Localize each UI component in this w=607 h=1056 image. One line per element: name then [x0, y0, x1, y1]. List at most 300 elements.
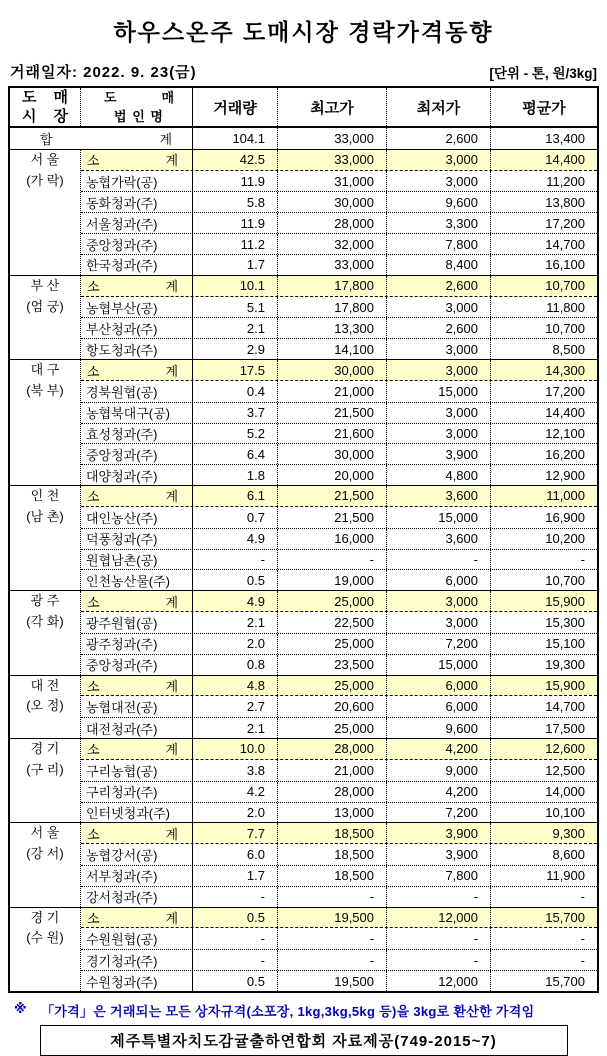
high-price-cell: 28,000	[278, 782, 387, 802]
subtotal-label-right: 계	[165, 153, 178, 169]
volume-cell: 0.5	[193, 908, 278, 928]
corp-row	[81, 464, 597, 485]
volume-cell: 10.0	[193, 739, 278, 759]
subtotal-label-right: 계	[165, 489, 178, 505]
volume-cell: 42.5	[193, 150, 278, 170]
volume-cell: 11.2	[193, 234, 278, 254]
group-rows	[81, 739, 597, 822]
corp-name-cell: 효성청과(주)	[81, 424, 193, 444]
subtotal-label-left: 소	[87, 911, 100, 927]
market-cell	[10, 908, 81, 991]
high-price-cell: -	[278, 550, 387, 570]
subtotal-row	[81, 360, 597, 381]
avg-price-cell: 16,200	[545, 446, 585, 462]
avg-price-cell: -	[580, 931, 585, 947]
market-cell	[10, 739, 81, 822]
corp-row	[81, 886, 597, 907]
corp-name-cell: 광주청과(주)	[81, 634, 193, 654]
market-cell	[10, 486, 81, 590]
low-price-cell: -	[387, 928, 491, 949]
footnote-text: 「가격」은 거래되는 모든 상자규격(소포장, 1kg,3kg,5kg 등)을 3kg로 환산한 가격임	[40, 1003, 535, 1019]
group-rows	[81, 486, 597, 590]
low-price-cell: 7,200	[387, 803, 491, 823]
provider-box: 제주특별자치도감귤출하연합회 자료제공(749-2015~7)	[40, 1025, 568, 1056]
volume-cell: 1.7	[193, 866, 278, 886]
avg-price-cell: 12,500	[545, 762, 585, 778]
corp-row	[81, 549, 597, 570]
volume-cell: 4.8	[193, 676, 278, 696]
volume-cell: 7.7	[193, 823, 278, 843]
subtotal-label-right: 계	[165, 363, 178, 379]
low-price-cell: 12,000	[387, 908, 491, 928]
market-name: 서 울	[30, 825, 60, 841]
high-price-cell: 25,000	[278, 634, 387, 654]
avg-price-cell: 14,700	[545, 699, 585, 715]
total-avg-cell: 13,400	[545, 130, 585, 146]
high-price-cell: 28,000	[278, 739, 387, 759]
high-price-cell: 22,500	[278, 612, 387, 633]
high-price-cell: 33,000	[278, 255, 387, 275]
header-high-price: 최고가	[278, 88, 387, 126]
low-price-cell: 9,600	[387, 192, 491, 212]
high-price-cell: 13,300	[278, 318, 387, 338]
high-price-cell: 19,500	[278, 908, 387, 928]
market-location: (엄 궁)	[26, 298, 64, 314]
volume-cell: 2.0	[193, 803, 278, 823]
corp-row	[81, 654, 597, 675]
corp-name-cell: 구리농협(공)	[81, 760, 193, 781]
market-group	[10, 675, 597, 738]
low-price-cell: 8,400	[387, 255, 491, 275]
corp-name-cell	[81, 591, 193, 611]
header-market-line1	[10, 88, 80, 107]
corp-name-cell: 농협북대구(공)	[81, 403, 193, 423]
market-group	[10, 359, 597, 485]
market-cell	[10, 276, 81, 359]
corp-name-cell: 인천농산물(주)	[81, 570, 193, 590]
low-price-cell: 7,200	[387, 634, 491, 654]
market-group	[10, 738, 597, 822]
corp-name-cell	[81, 360, 193, 380]
subtotal-label-left: 소	[87, 363, 100, 379]
high-price-cell: 25,000	[278, 591, 387, 611]
volume-cell: 5.8	[193, 192, 278, 212]
corp-row	[81, 171, 597, 192]
volume-cell: 2.7	[193, 696, 278, 717]
corp-name-cell	[81, 908, 193, 928]
volume-cell: 2.1	[193, 612, 278, 633]
volume-cell: 2.1	[193, 718, 278, 738]
avg-price-cell: 15,700	[545, 910, 585, 926]
subtotal-row	[81, 739, 597, 760]
high-price-cell: 25,000	[278, 718, 387, 738]
market-location: (각 화)	[26, 614, 64, 630]
group-rows	[81, 360, 597, 485]
market-name: 경 기	[30, 909, 60, 925]
high-price-cell: 18,500	[278, 823, 387, 843]
volume-cell: 2.1	[193, 318, 278, 338]
corp-row	[81, 865, 597, 886]
subtotal-label-left: 소	[87, 826, 100, 842]
group-rows	[81, 676, 597, 738]
corp-row	[81, 507, 597, 528]
subtotal-label-right: 계	[165, 594, 178, 610]
subtotal-row	[81, 823, 597, 844]
total-label-cell	[10, 128, 193, 149]
low-price-cell: 6,000	[387, 696, 491, 717]
high-price-cell: 20,600	[278, 696, 387, 717]
high-price-cell: 19,000	[278, 570, 387, 590]
low-price-cell: 3,300	[387, 213, 491, 233]
group-rows	[81, 823, 597, 906]
corp-name-cell: 대전청과(주)	[81, 718, 193, 738]
low-price-cell: 3,900	[387, 844, 491, 865]
low-price-cell: 3,900	[387, 444, 491, 464]
avg-price-cell: 12,600	[545, 741, 585, 757]
low-price-cell: 3,000	[387, 591, 491, 611]
corp-row	[81, 443, 597, 464]
market-name: 대 구	[30, 362, 60, 378]
corp-row	[81, 569, 597, 590]
corp-row	[81, 254, 597, 275]
corp-row	[81, 528, 597, 549]
avg-price-cell: 10,700	[545, 572, 585, 588]
low-price-cell: 3,000	[387, 297, 491, 318]
header-corp-char: 매	[161, 90, 174, 105]
avg-price-cell: 15,900	[545, 677, 585, 693]
avg-price-cell: 17,200	[545, 215, 585, 231]
market-cell	[10, 676, 81, 738]
volume-cell: -	[193, 887, 278, 907]
low-price-cell: 3,000	[387, 360, 491, 380]
low-price-cell: 3,000	[387, 612, 491, 633]
low-price-cell: 3,000	[387, 171, 491, 192]
unit-label: [단위 - 톤, 원/3kg]	[489, 66, 597, 81]
low-price-cell: 3,000	[387, 339, 491, 359]
low-price-cell: 7,800	[387, 866, 491, 886]
market-location: (북 부)	[26, 382, 64, 398]
high-price-cell: 17,800	[278, 297, 387, 318]
avg-price-cell: 11,000	[546, 488, 585, 504]
avg-price-cell: 12,100	[545, 426, 585, 441]
corp-name-cell: 농협대전(공)	[81, 696, 193, 717]
total-volume-cell: 104.1	[193, 128, 278, 149]
low-price-cell: 4,800	[387, 465, 491, 485]
avg-price-cell: 14,700	[545, 236, 585, 252]
header-market-line2	[10, 107, 80, 126]
avg-price-cell: 19,300	[545, 657, 585, 673]
market-name: 광 주	[30, 593, 60, 609]
corp-name-cell: 수원원협(공)	[81, 928, 193, 949]
high-price-cell: 17,800	[278, 276, 387, 296]
market-group	[10, 907, 597, 991]
subtotal-label-left: 소	[87, 678, 100, 694]
header-corp-line1	[86, 88, 192, 107]
volume-cell: 11.9	[193, 213, 278, 233]
corp-name-cell	[81, 276, 193, 296]
low-price-cell: -	[387, 950, 491, 970]
market-name: 경 기	[30, 741, 60, 757]
avg-price-cell: -	[580, 889, 585, 905]
corp-name-cell: 대인농산(주)	[81, 507, 193, 528]
corp-name-cell: 원협남촌(공)	[81, 550, 193, 570]
corp-name-cell	[81, 823, 193, 843]
low-price-cell: 9,600	[387, 718, 491, 738]
corp-name-cell	[81, 150, 193, 170]
header-volume: 거래량	[193, 88, 278, 126]
group-rows	[81, 591, 597, 674]
corp-name-cell: 광주원협(공)	[81, 612, 193, 633]
high-price-cell: 23,500	[278, 655, 387, 675]
market-location: (가 락)	[26, 172, 64, 188]
volume-cell: -	[193, 550, 278, 570]
corp-row	[81, 844, 597, 865]
volume-cell: 11.9	[193, 171, 278, 192]
corp-name-cell: 구리청과(주)	[81, 782, 193, 802]
table-body	[10, 149, 597, 991]
avg-price-cell: 14,400	[545, 405, 585, 421]
avg-price-cell: 9,300	[552, 825, 585, 841]
corp-name-cell: 농협강서(공)	[81, 844, 193, 865]
high-price-cell: -	[278, 887, 387, 907]
low-price-cell: 9,000	[387, 760, 491, 781]
corp-row	[81, 402, 597, 423]
low-price-cell: 6,000	[387, 570, 491, 590]
header-market-char: 장	[53, 108, 68, 125]
avg-price-cell: 14,300	[545, 362, 585, 378]
price-table	[8, 86, 599, 993]
corp-name-cell: 중앙청과(주)	[81, 444, 193, 464]
corp-row	[81, 191, 597, 212]
high-price-cell: 31,000	[278, 171, 387, 192]
corp-row	[81, 317, 597, 338]
avg-price-cell: 11,200	[546, 173, 585, 189]
avg-price-cell: 15,700	[545, 973, 585, 989]
total-low-cell: 2,600	[387, 128, 491, 149]
high-price-cell: 18,500	[278, 844, 387, 865]
avg-price-cell: 15,900	[545, 593, 585, 609]
high-price-cell: 21,600	[278, 424, 387, 444]
avg-price-cell: 14,400	[545, 152, 585, 168]
avg-price-cell: 10,700	[545, 278, 585, 294]
header-corp	[81, 88, 193, 126]
market-cell	[10, 823, 81, 906]
market-name: 부 산	[30, 277, 60, 293]
market-name: 인 천	[30, 488, 60, 504]
low-price-cell: -	[387, 550, 491, 570]
avg-price-cell: 15,300	[545, 614, 585, 630]
avg-price-cell: 11,900	[546, 868, 585, 884]
corp-name-cell: 강서청과(주)	[81, 887, 193, 907]
corp-row	[81, 423, 597, 444]
avg-price-cell: 16,900	[545, 509, 585, 525]
corp-name-cell	[81, 676, 193, 696]
low-price-cell: 4,200	[387, 739, 491, 759]
total-high-cell: 33,000	[278, 128, 387, 149]
subtotal-label-right: 계	[165, 279, 178, 295]
low-price-cell: 12,000	[387, 971, 491, 991]
low-price-cell: 3,000	[387, 403, 491, 423]
low-price-cell: 4,200	[387, 782, 491, 802]
avg-price-cell: 8,500	[552, 341, 585, 357]
high-price-cell: 21,000	[278, 760, 387, 781]
volume-cell: 4.2	[193, 782, 278, 802]
corp-row	[81, 696, 597, 717]
corp-row	[81, 633, 597, 654]
market-group	[10, 822, 597, 906]
header-corp-line2: 법 인 명	[114, 109, 164, 124]
total-label-left: 합	[40, 131, 53, 147]
header-market	[10, 88, 81, 126]
volume-cell: 2.9	[193, 339, 278, 359]
market-location: (구 리)	[26, 761, 64, 777]
volume-cell: 5.2	[193, 424, 278, 444]
volume-cell: -	[193, 928, 278, 949]
subtotal-row	[81, 676, 597, 697]
corp-name-cell: 서울청과(주)	[81, 213, 193, 233]
high-price-cell: 21,500	[278, 403, 387, 423]
group-rows	[81, 908, 597, 991]
corp-name-cell: 농협부산(공)	[81, 297, 193, 318]
volume-cell: 3.8	[193, 760, 278, 781]
avg-price-cell: 8,600	[552, 847, 585, 863]
volume-cell: 1.7	[193, 255, 278, 275]
corp-name-cell: 인터넷청과(주)	[81, 803, 193, 823]
trade-date-label: 거래일자: 2022. 9. 23(금)	[10, 64, 197, 81]
low-price-cell: 3,600	[387, 529, 491, 549]
corp-row	[81, 612, 597, 633]
low-price-cell: 15,000	[387, 507, 491, 528]
low-price-cell: 7,800	[387, 234, 491, 254]
volume-cell: 17.5	[193, 360, 278, 380]
corp-row	[81, 338, 597, 359]
corp-name-cell: 항도청과(주)	[81, 339, 193, 359]
provider-wrap	[8, 1025, 599, 1056]
avg-price-cell: -	[580, 952, 585, 968]
low-price-cell: 2,600	[387, 318, 491, 338]
low-price-cell: 2,600	[387, 276, 491, 296]
price-footnote	[14, 1001, 597, 1020]
header-avg-price: 평균가	[522, 99, 566, 117]
high-price-cell: 30,000	[278, 360, 387, 380]
high-price-cell: -	[278, 928, 387, 949]
corp-name-cell: 대양청과(주)	[81, 465, 193, 485]
market-location: (오 정)	[26, 698, 64, 714]
market-location: (강 서)	[26, 846, 64, 862]
table-header-row	[10, 88, 597, 128]
volume-cell: 1.8	[193, 465, 278, 485]
corp-row	[81, 717, 597, 738]
footnote-symbol: ※	[14, 1000, 27, 1016]
subtotal-label-right: 계	[165, 826, 178, 842]
avg-price-cell: 14,000	[545, 784, 585, 800]
avg-price-cell: 12,900	[545, 467, 585, 483]
subtotal-row	[81, 486, 597, 507]
market-name: 서 울	[30, 151, 60, 167]
corp-row	[81, 233, 597, 254]
subtotal-label-right: 계	[165, 678, 178, 694]
header-market-char: 시	[22, 108, 37, 125]
low-price-cell: -	[387, 887, 491, 907]
high-price-cell: 18,500	[278, 866, 387, 886]
volume-cell: 0.7	[193, 507, 278, 528]
avg-price-cell: 10,200	[545, 531, 585, 547]
volume-cell: 0.4	[193, 381, 278, 402]
volume-cell: 6.0	[193, 844, 278, 865]
corp-name-cell	[81, 739, 193, 759]
corp-name-cell: 부산청과(주)	[81, 318, 193, 338]
header-corp-char: 도	[104, 90, 117, 105]
high-price-cell: 16,000	[278, 529, 387, 549]
low-price-cell: 3,000	[387, 424, 491, 444]
corp-name-cell: 동화청과(주)	[81, 192, 193, 212]
avg-price-cell: 10,100	[545, 804, 585, 820]
subtotal-label-left: 소	[87, 742, 100, 758]
avg-price-cell: -	[580, 551, 585, 567]
market-group	[10, 275, 597, 359]
corp-name-cell	[81, 486, 193, 506]
total-row	[10, 128, 597, 149]
volume-cell: 5.1	[193, 297, 278, 318]
subtotal-label-left: 소	[87, 153, 100, 169]
meta-row	[10, 61, 597, 82]
avg-price-cell: 16,100	[545, 257, 585, 273]
avg-price-cell: 15,100	[545, 636, 585, 652]
corp-name-cell: 경기청과(주)	[81, 950, 193, 970]
market-cell	[10, 150, 81, 275]
low-price-cell: 6,000	[387, 676, 491, 696]
corp-row	[81, 297, 597, 318]
corp-row	[81, 381, 597, 402]
subtotal-label-right: 계	[165, 911, 178, 927]
market-group	[10, 149, 597, 275]
subtotal-label-left: 소	[87, 489, 100, 505]
subtotal-label-right: 계	[165, 742, 178, 758]
high-price-cell: 30,000	[278, 192, 387, 212]
corp-name-cell: 한국청과(주)	[81, 255, 193, 275]
corp-name-cell: 서부청과(주)	[81, 866, 193, 886]
corp-name-cell: 수원청과(주)	[81, 971, 193, 991]
high-price-cell: 30,000	[278, 444, 387, 464]
avg-price-cell: 11,800	[546, 299, 585, 315]
volume-cell: 0.5	[193, 570, 278, 590]
subtotal-row	[81, 150, 597, 171]
volume-cell: 0.5	[193, 971, 278, 991]
total-label-right: 계	[159, 131, 172, 147]
volume-cell: 0.8	[193, 655, 278, 675]
volume-cell: 6.1	[193, 486, 278, 506]
high-price-cell: 14,100	[278, 339, 387, 359]
volume-cell: 10.1	[193, 276, 278, 296]
corp-row	[81, 760, 597, 781]
low-price-cell: 15,000	[387, 655, 491, 675]
volume-cell: 6.4	[193, 444, 278, 464]
page-title: 하우스온주 도매시장 경락가격동향	[113, 19, 494, 45]
low-price-cell: 15,000	[387, 381, 491, 402]
corp-row	[81, 970, 597, 991]
header-market-char: 도	[22, 89, 37, 106]
high-price-cell: 25,000	[278, 676, 387, 696]
group-rows	[81, 150, 597, 275]
volume-cell: 2.0	[193, 634, 278, 654]
avg-price-cell: 10,700	[545, 320, 585, 336]
high-price-cell: 21,500	[278, 486, 387, 506]
subtotal-row	[81, 276, 597, 297]
market-group	[10, 590, 597, 674]
high-price-cell: -	[278, 950, 387, 970]
low-price-cell: 3,000	[387, 150, 491, 170]
market-location: (수 원)	[26, 930, 64, 946]
